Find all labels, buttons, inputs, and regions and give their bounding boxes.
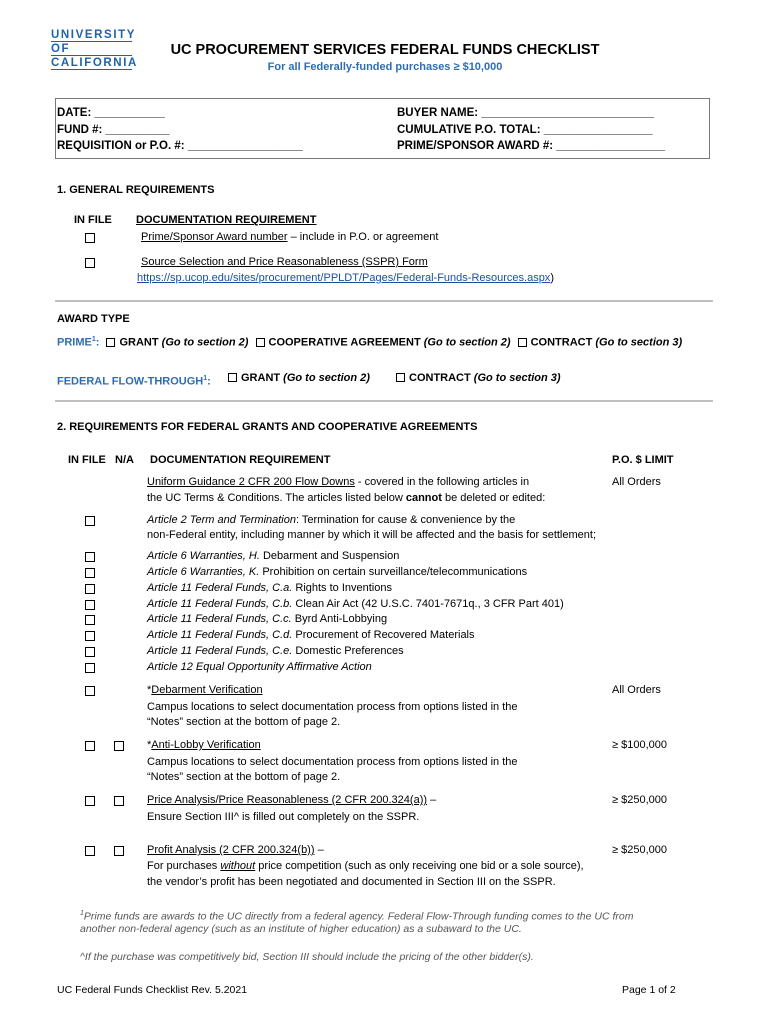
article2-title: Article 2 Term and Termination — [147, 514, 296, 526]
ug-limit: All Orders — [612, 476, 661, 488]
award-number-req — [141, 230, 438, 245]
ft-grant-label: GRANT — [241, 372, 281, 384]
info-right — [397, 105, 665, 155]
ug-line2-a: the UC Terms & Conditions. The articles listed below — [147, 492, 406, 504]
award-type-heading: AWARD TYPE — [57, 313, 130, 325]
award-number-link[interactable]: Prime/Sponsor Award number — [141, 231, 288, 243]
flow-through-sup: 1 — [203, 375, 208, 382]
ug-flowdowns-line1 — [147, 475, 529, 490]
checkbox-article2[interactable] — [85, 516, 95, 526]
flow-through-row — [57, 371, 211, 390]
section2-col-infile: IN FILE — [68, 454, 106, 466]
prime-contract-label: CONTRACT — [530, 336, 593, 349]
checkbox-prime-coop[interactable] — [256, 338, 265, 347]
article-item-2 — [147, 581, 392, 596]
article-6-rest: Domestic Preferences — [292, 645, 404, 657]
article-5-rest: Procurement of Recovered Materials — [292, 629, 475, 641]
logo-line-1: UNIVERSITY — [51, 29, 137, 41]
ft-contract-note: (Go to section 3) — [473, 372, 561, 384]
checkbox-antilobby-na[interactable] — [114, 741, 124, 751]
footer-page-number: Page 1 of 2 — [622, 984, 676, 996]
footer-revision: UC Federal Funds Checklist Rev. 5.2021 — [57, 984, 248, 996]
article-1-rest: Prohibition on certain surveillance/telecommunications — [259, 566, 528, 578]
prime-grant-label: GRANT — [119, 336, 159, 349]
divider-2 — [55, 400, 713, 402]
debarment-line3: “Notes” section at the bottom of page 2. — [147, 716, 341, 728]
prime-row — [57, 332, 682, 351]
flow-through-label: FEDERAL FLOW-THROUGH — [57, 375, 204, 388]
footnote-1-sup: 1 — [80, 910, 84, 917]
antilobby-line2: Campus locations to select documentation process from options listed in the — [147, 756, 518, 768]
checkbox-article-7[interactable] — [85, 663, 95, 673]
profit-analysis-title — [147, 843, 324, 858]
profit-without: without — [220, 860, 256, 872]
article-3-rest: Clean Air Act (42 U.S.C. 7401-7671q., 3 CFR Part 401) — [292, 598, 564, 610]
article-item-3 — [147, 597, 564, 612]
page-subtitle: For all Federally-funded purchases ≥ $10,000 — [267, 61, 503, 73]
section2-col-na: N/A — [115, 454, 134, 466]
logo-line-2: OF — [51, 42, 132, 56]
logo-line-3: CALIFORNIA — [51, 57, 138, 69]
profit-analysis-line2 — [147, 859, 584, 874]
checkbox-sspr[interactable] — [85, 258, 95, 268]
footnote-1-line2: another non-federal agency (such as an institute of higher education) as a subaward to the UC. — [80, 923, 522, 935]
prime-sup: 1 — [91, 336, 96, 343]
debarment-title — [147, 683, 263, 698]
section2-col-limit: P.O. $ LIMIT — [612, 454, 674, 466]
prime-contract-note: (Go to section 3) — [595, 336, 683, 349]
section2-col-doc: DOCUMENTATION REQUIREMENT — [150, 454, 331, 466]
checkbox-article-3[interactable] — [85, 600, 95, 610]
ug-flowdowns-link[interactable]: Uniform Guidance 2 CFR 200 Flow Downs — [147, 476, 355, 488]
checkbox-price-na[interactable] — [114, 796, 124, 806]
article-0-title: Article 6 Warranties, H. — [147, 550, 260, 562]
section1-col-doc: DOCUMENTATION REQUIREMENT — [136, 214, 317, 226]
checkbox-antilobby-infile[interactable] — [85, 741, 95, 751]
cumulative-po-field[interactable]: CUMULATIVE P.O. TOTAL: _________________ — [397, 123, 653, 136]
checkbox-ft-contract[interactable] — [396, 373, 405, 382]
checkbox-prime-contract[interactable] — [518, 338, 527, 347]
sspr-url-close: ) — [550, 272, 554, 284]
antilobby-link[interactable]: Anti-Lobby Verification — [151, 739, 261, 751]
article-3-title: Article 11 Federal Funds, C.b. — [147, 598, 293, 610]
checkbox-article-2[interactable] — [85, 584, 95, 594]
prime-coop-note: (Go to section 2) — [423, 336, 511, 349]
sspr-url-link[interactable]: https://sp.ucop.edu/sites/procurement/PPLDT/Pages/Federal-Funds-Resources.aspx — [137, 272, 551, 284]
sspr-link[interactable]: Source Selection and Price Reasonableness (SSPR) Form — [141, 256, 428, 268]
debarment-line2: Campus locations to select documentation process from options listed in the — [147, 701, 518, 713]
prime-colon: : — [95, 336, 100, 349]
section1-heading: 1. GENERAL REQUIREMENTS — [57, 184, 215, 196]
price-analysis-rest: – — [427, 794, 437, 806]
checkbox-article-0[interactable] — [85, 552, 95, 562]
profit-l2-b: price competition (such as only receiving one bid or a sole source), — [255, 860, 584, 872]
article-0-rest: Debarment and Suspension — [259, 550, 400, 562]
antilobby-limit: ≥ $100,000 — [612, 739, 667, 751]
footnote-1-text: Prime funds are awards to the UC directly from a federal agency. Federal Flow-Through funding comes to the UC from — [83, 910, 634, 923]
debarment-star: * — [147, 684, 152, 696]
article-item-1 — [147, 565, 527, 580]
checkbox-profit-infile[interactable] — [85, 846, 95, 856]
article-item-7 — [147, 660, 372, 675]
checkbox-article-4[interactable] — [85, 615, 95, 625]
ug-flowdowns-line2 — [147, 491, 545, 506]
article2-rest: : Termination for cause & convenience by the — [295, 514, 516, 526]
info-left — [57, 105, 303, 155]
article2-line2: non-Federal entity, including manner by which it will be affected and the basis for settlement; — [147, 529, 597, 541]
profit-analysis-line3: the vendor’s profit has been negotiated and documented in Section III on the SSPR. — [147, 876, 556, 888]
section1-col-infile: IN FILE — [74, 214, 112, 226]
price-analysis-title — [147, 793, 436, 808]
article-6-title: Article 11 Federal Funds, C.e. — [147, 645, 293, 657]
checkbox-price-infile[interactable] — [85, 796, 95, 806]
checkbox-debarment[interactable] — [85, 686, 95, 696]
antilobby-star: * — [147, 739, 152, 751]
profit-analysis-limit: ≥ $250,000 — [612, 844, 667, 856]
buyer-name-field[interactable]: BUYER NAME: ___________________________ — [397, 107, 655, 119]
requisition-field[interactable]: REQUISITION or P.O. #: __________________ — [57, 140, 303, 152]
prime-grant-note: (Go to section 2) — [161, 336, 249, 349]
ug-flowdowns-rest: - covered in the following articles in — [354, 476, 530, 488]
debarment-limit: All Orders — [612, 684, 661, 696]
checkbox-award-number[interactable] — [85, 233, 95, 243]
flow-through-colon: : — [207, 375, 211, 388]
article-item-0 — [147, 549, 399, 564]
article-item-4 — [147, 612, 387, 627]
article-2-rest: Rights to Inventions — [292, 582, 392, 594]
flow-through-contract — [392, 371, 561, 386]
article-5-title: Article 11 Federal Funds, C.d. — [147, 629, 293, 641]
prime-coop-label: COOPERATIVE AGREEMENT — [268, 336, 421, 349]
checkbox-prime-grant[interactable] — [106, 338, 115, 347]
checkbox-article-1[interactable] — [85, 568, 95, 578]
price-analysis-link[interactable]: Price Analysis/Price Reasonableness (2 CFR 200.324(a)) — [147, 794, 428, 806]
profit-l2-a: For purchases — [147, 860, 221, 872]
profit-analysis-link[interactable]: Profit Analysis (2 CFR 200.324(b)) — [147, 844, 315, 856]
checkbox-profit-na[interactable] — [114, 846, 124, 856]
price-analysis-line2: Ensure Section III^ is filled out completely on the SSPR. — [147, 811, 420, 823]
article-item-5 — [147, 628, 475, 643]
checkbox-article-5[interactable] — [85, 631, 95, 641]
ft-contract-label: CONTRACT — [409, 372, 471, 384]
divider-1 — [55, 300, 713, 302]
award-number-text: – include in P.O. or agreement — [287, 231, 439, 243]
article-2-title: Article 11 Federal Funds, C.a. — [147, 582, 293, 594]
article-item-6 — [147, 644, 404, 659]
fund-field[interactable]: FUND #: __________ — [57, 123, 170, 136]
award-number-field[interactable]: PRIME/SPONSOR AWARD #: _________________ — [397, 140, 666, 152]
antilobby-line3: “Notes” section at the bottom of page 2. — [147, 771, 341, 783]
article-4-title: Article 11 Federal Funds, C.c. — [147, 613, 292, 625]
article-4-rest: Byrd Anti-Lobbying — [291, 613, 388, 625]
ug-cannot: cannot — [405, 492, 442, 504]
ft-grant-note: (Go to section 2) — [283, 372, 370, 384]
date-field[interactable]: DATE: ___________ — [57, 107, 165, 119]
debarment-link[interactable]: Debarment Verification — [151, 684, 263, 696]
page-title: UC PROCUREMENT SERVICES FEDERAL FUNDS CHECKLIST — [170, 42, 600, 58]
article-7-title: Article 12 Equal Opportunity Affirmative Action — [147, 661, 372, 673]
sspr-url-line — [137, 271, 554, 286]
section2-heading: 2. REQUIREMENTS FOR FEDERAL GRANTS AND COOPERATIVE AGREEMENTS — [57, 421, 478, 433]
checkbox-article-6[interactable] — [85, 647, 95, 657]
antilobby-title — [147, 738, 261, 753]
profit-analysis-rest: – — [314, 844, 324, 856]
footnote-2: ^If the purchase was competitively bid, Section III should include the pricing of the other bidder(s). — [80, 951, 534, 963]
price-analysis-limit: ≥ $250,000 — [612, 794, 667, 806]
article2-line1 — [147, 513, 515, 528]
ug-line2-b: be deleted or edited: — [441, 492, 546, 504]
flow-through-grant — [224, 371, 370, 386]
article-1-title: Article 6 Warranties, K. — [147, 566, 260, 578]
prime-label: PRIME — [57, 336, 92, 349]
checkbox-ft-grant[interactable] — [228, 373, 237, 382]
